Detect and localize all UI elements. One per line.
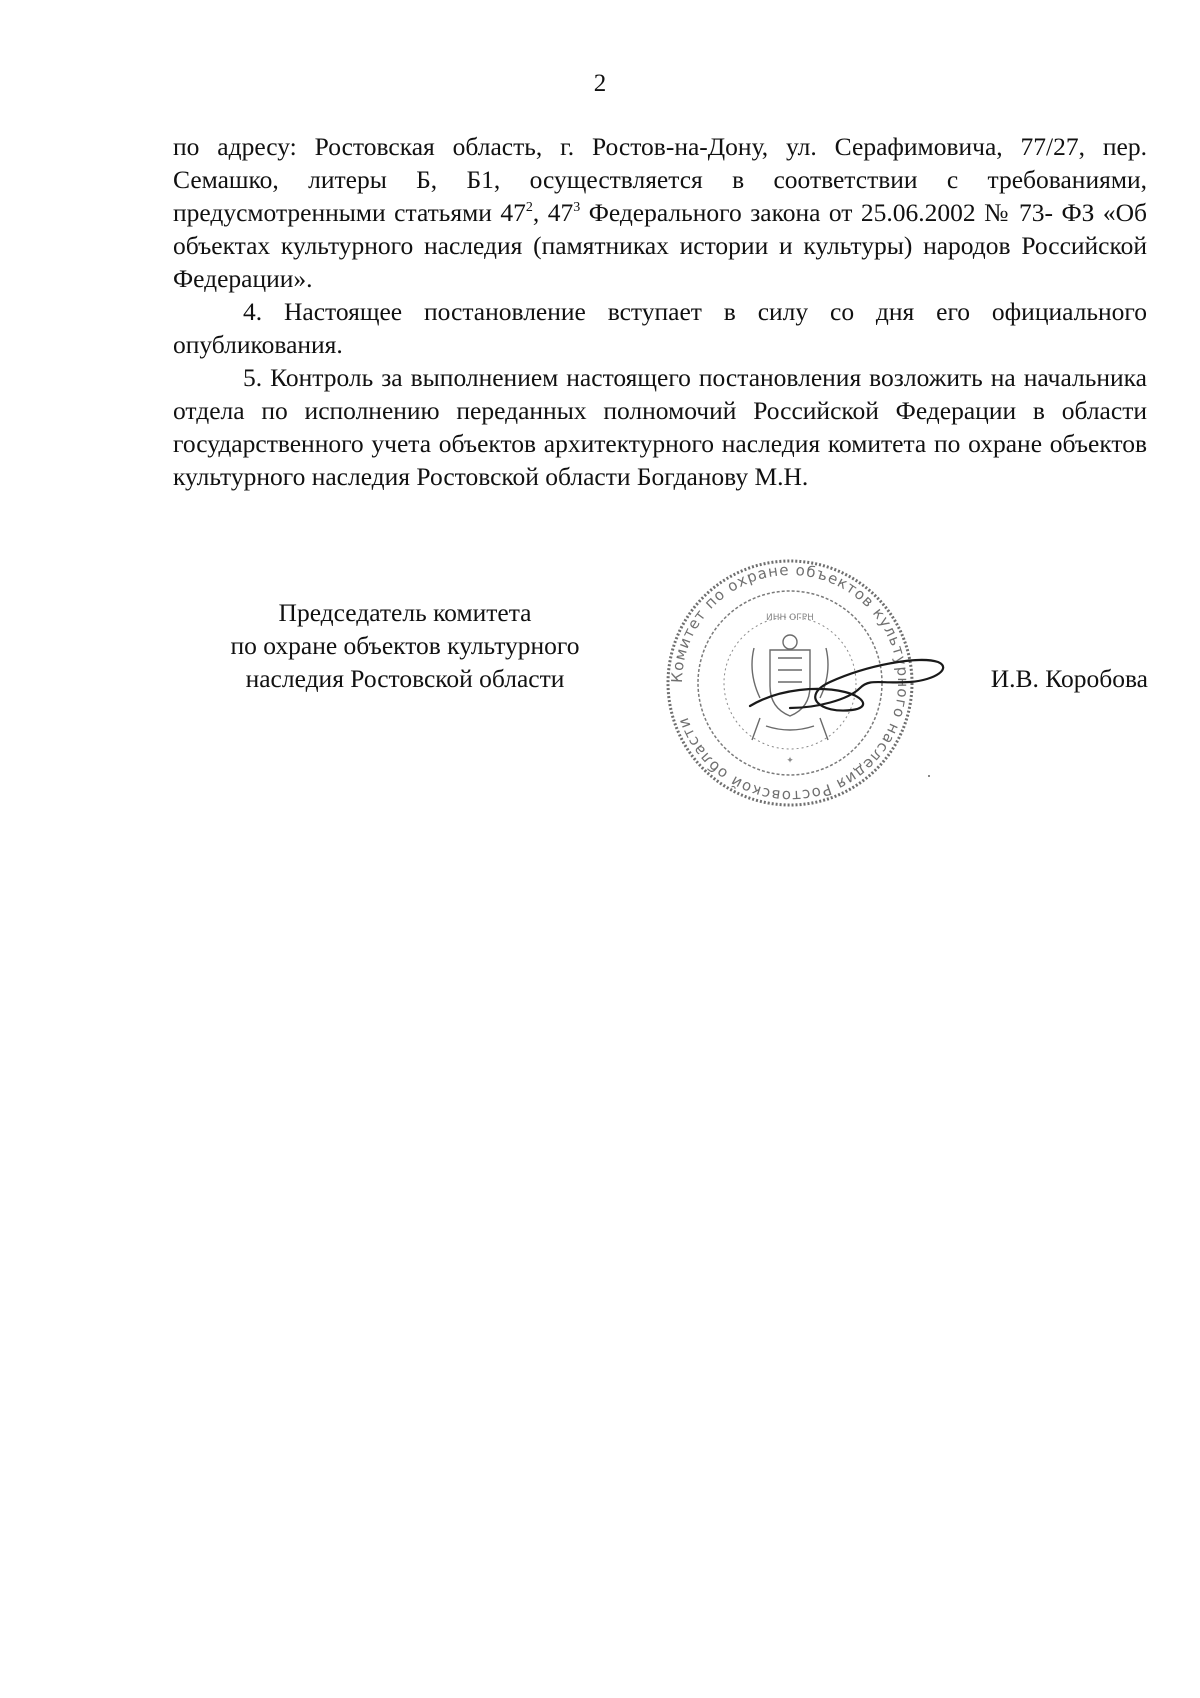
coat-of-arms-icon xyxy=(752,635,828,740)
superscript: 3 xyxy=(573,200,581,215)
scan-speck xyxy=(928,775,930,777)
seal-inner-text: ИНН ОГРН xyxy=(766,613,814,623)
page-number: 2 xyxy=(593,70,607,97)
paragraph-text: Федерального закона от 25.06.2002 № 73- ФЗ «Об объектах культурного наследия (памятниках истории и культуры) народов Российской Федерации». xyxy=(173,198,1148,293)
paragraph-text: , 47 xyxy=(532,198,574,227)
signatory-name: И.В. Коробова xyxy=(990,664,1148,693)
paragraph-continuation xyxy=(173,130,1147,295)
signatory-title-line: Председатель комитета xyxy=(278,598,532,627)
document-body xyxy=(173,130,1147,493)
signatory-title-line: по охране объектов культурного xyxy=(230,631,580,660)
seal-outer-text: Комитет по охране объектов культурного наследия Ростовской области xyxy=(667,560,913,806)
paragraph-4: 4. Настоящее постановление вступает в силу со дня его официального опубликования. xyxy=(173,297,1147,359)
seal-star: ✦ xyxy=(786,756,794,766)
paragraph-5: 5. Контроль за выполнением настоящего постановления возложить на начальника отдела по исполнению переданных полномочий Российской Федерации в области государственного учета объектов архитектурного наследия комитета по охране объектов культурного наследия Ростовской области Богданову М.Н. xyxy=(173,363,1147,491)
official-seal xyxy=(620,558,960,808)
handwritten-signature xyxy=(750,660,943,711)
signatory-title-line: наследия Ростовской области xyxy=(245,664,565,693)
signatory-title xyxy=(190,596,620,695)
paragraph-text: по адресу: Ростовская область, г. Ростов-на-Дону, ул. Серафимовича, 77/27, пер. Семашко, литеры Б, Б1, осуществляется в соответствии с требованиями, предусмотренными статьями 47 xyxy=(173,132,1147,227)
superscript: 2 xyxy=(525,200,533,215)
